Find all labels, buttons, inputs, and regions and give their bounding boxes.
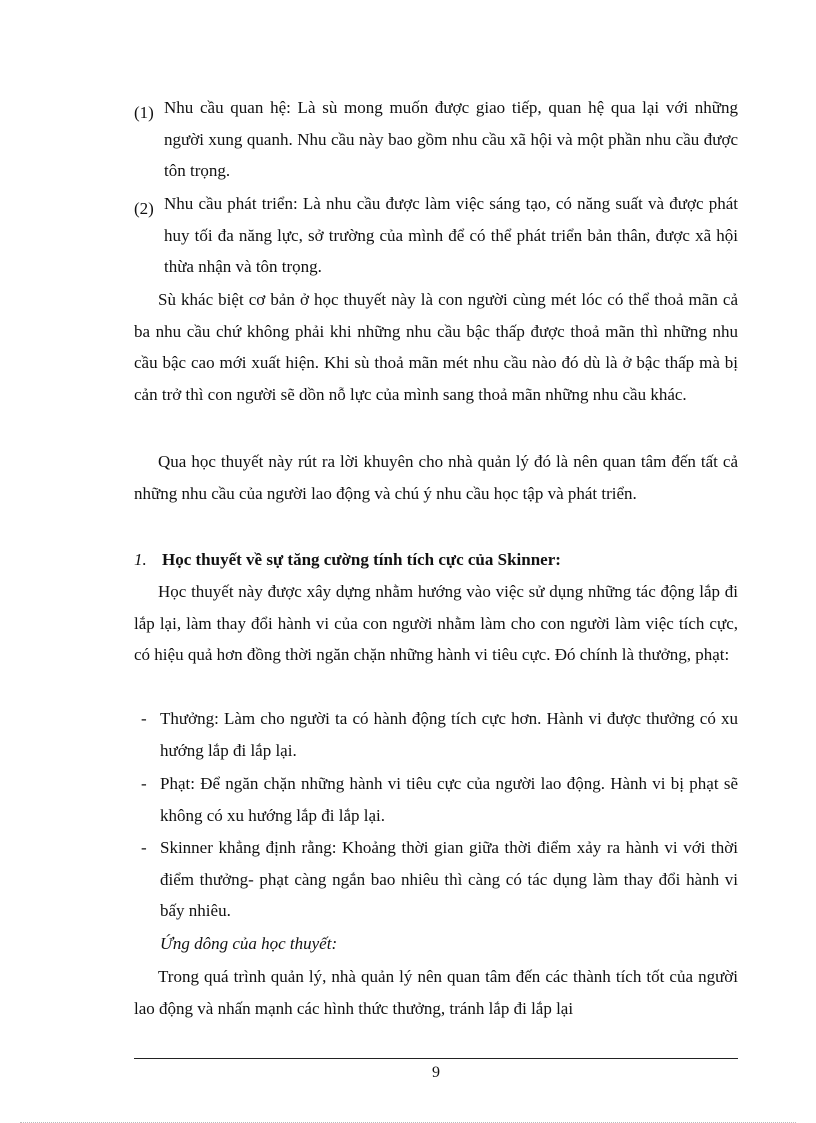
dash-item-1	[134, 703, 738, 766]
dash-item-2	[134, 768, 738, 831]
item-marker: (2)	[134, 199, 154, 218]
dash-text: Skinner khẳng định rằng: Khoảng thời gian giữa thời điểm xảy ra hành vi với thời điểm thưởng- phạt càng ngắn bao nhiêu thì càng có tác dụng làm thay đổi hành vi bấy nhiêu.	[160, 838, 738, 920]
item-text: Nhu cầu quan hệ: Là sù mong muốn được giao tiếp, quan hệ qua lại với những người xung quanh. Nhu cầu này bao gồm nhu cầu xã hội và một phần nhu cầu được tôn trọng.	[164, 98, 738, 180]
paragraph-3: Học thuyết này được xây dựng nhằm hướng vào việc sử dụng những tác động lắp đi lắp lại, làm thay đổi hành vi của con người nhằm làm cho con người làm việc tích cực, có hiệu quả hơn đồng thời ngăn chặn những hành vi tiêu cực. Đó chính là thưởng, phạt:	[134, 582, 738, 664]
dash-marker: -	[141, 709, 147, 728]
page-number: 9	[432, 1064, 440, 1081]
subheading: Ứng dông của học thuyết:	[160, 934, 338, 953]
paragraph-2: Qua học thuyết này rút ra lời khuyên cho nhà quản lý đó là nên quan tâm đến tất cả những nhu cầu của người lao động và chú ý nhu cầu học tập và phát triển.	[134, 452, 738, 503]
dash-item-3	[134, 832, 738, 927]
numbered-item-2	[134, 188, 738, 283]
item-marker: (1)	[134, 103, 154, 122]
dash-marker: -	[141, 838, 147, 857]
section-heading	[134, 544, 738, 576]
item-text: Nhu cầu phát triển: Là nhu cầu được làm việc sáng tạo, có năng suất và được phát huy tối đa năng lực, sở trường của mình để có thể phát triển bản thân, được xã hội thừa nhận và tôn trọng.	[164, 194, 738, 276]
heading-number: 1.	[134, 550, 147, 569]
dash-text: Phạt: Để ngăn chặn những hành vi tiêu cực của người lao động. Hành vi bị phạt sẽ không có xu hướng lắp đi lắp lại.	[160, 774, 738, 825]
heading-text: Học thuyết về sự tăng cường tính tích cực của Skinner:	[162, 550, 561, 569]
paragraph-4: Trong quá trình quản lý, nhà quản lý nên quan tâm đến các thành tích tốt của người lao động và nhấn mạnh các hình thức thưởng, tránh lắp đi lắp lại	[134, 967, 738, 1018]
dash-text: Thưởng: Làm cho người ta có hành động tích cực hơn. Hành vi được thưởng có xu hướng lắp đi lắp lại.	[160, 709, 738, 760]
paragraph-1: Sù khác biệt cơ bản ở học thuyết này là con người cùng mét lóc có thể thoả mãn cả ba nhu cầu chứ không phải khi những nhu cầu bậc thấp được thoả mãn thì những nhu cầu bậc cao mới xuất hiện. Khi sù thoả mãn mét nhu cầu nào đó dù là ở bậc thấp mà bị cản trở thì con người sẽ dồn nỗ lực của mình sang thoả mãn những nhu cầu khác.	[134, 290, 738, 404]
dash-marker: -	[141, 774, 147, 793]
numbered-item-1	[134, 92, 738, 187]
footer-rule	[134, 1058, 738, 1059]
